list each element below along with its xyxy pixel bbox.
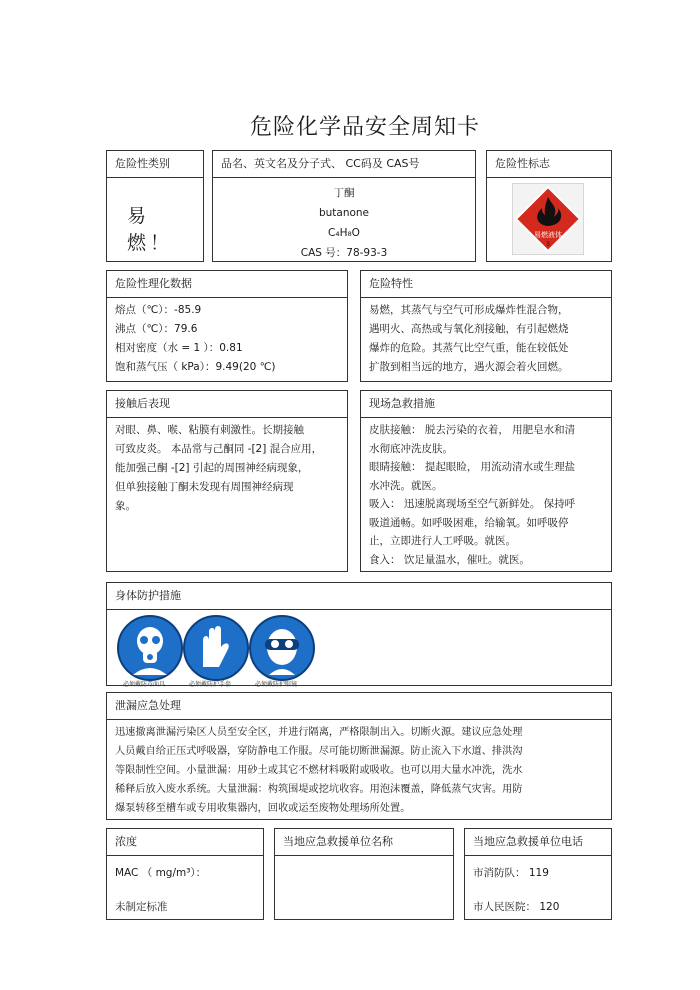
rescue-unit-panel — [274, 828, 454, 920]
hazard-props-panel — [360, 270, 612, 382]
exposure-line: 但单独接触丁酮未发现有周围神经病现 — [115, 481, 294, 493]
first-aid-line: 水彻底冲洗皮肤。 — [369, 442, 453, 455]
exposure-line: 能加强己酮 -[2] 引起的周围神经病现象， — [115, 462, 309, 474]
first-aid-line: 眼睛接触： 提起眼睑， 用流动清水或生理盐 — [369, 461, 576, 473]
mac-label: MAC （ mg/m³）： — [115, 867, 207, 879]
leak-line: 迅速撤离泄漏污染区人员至安全区，并进行隔离，严格限制出入。切断火源。建议应急处理 — [115, 727, 523, 738]
goggles-icon — [249, 615, 315, 681]
leak-line: 人员戴自给正压式呼吸器，穿防静电工作服。尽可能切断泄漏源。防止流入下水道、排洪沟 — [115, 746, 523, 757]
hazard-props-header: 危险特性 — [361, 271, 611, 298]
gloves-icon — [183, 615, 249, 681]
chinese-name: 丁酮 — [333, 187, 355, 199]
hazard-props-line: 遇明火、高热或与氧化剂接触，有引起燃烧 — [369, 323, 569, 335]
exposure-line: 可致皮炎。 本品常与己酮同 -[2] 混合应用， — [115, 443, 323, 455]
exposure-line: 对眼、鼻、喉、粘膜有刺激性。长期接触 — [115, 424, 304, 436]
first-aid-line: 吸道通畅。如呼吸困难，给输氧。如呼吸停 — [369, 516, 569, 529]
leak-header: 泄漏应急处理 — [107, 693, 611, 720]
concentration-panel — [106, 828, 264, 920]
fire-brigade-phone: 市消防队： 119 — [473, 867, 549, 879]
identity-header: 品名、英文名及分子式、 CC码及 CAS号 — [213, 151, 475, 178]
hazard-props-line: 易燃，其蒸气与空气可形成爆炸性混合物， — [369, 304, 569, 316]
concentration-value: 未制定标准 — [115, 901, 168, 913]
protection-header: 身体防护措施 — [107, 583, 611, 610]
hazard-category-value: 易 燃！ — [127, 205, 174, 254]
hospital-phone: 市人民医院： 120 — [473, 901, 560, 913]
gloves-caption: 必须戴防护手套 — [189, 681, 232, 688]
first-aid-line: 吸入： 迅速脱离现场至空气新鲜处。 保持呼 — [369, 498, 576, 510]
first-aid-line: 水冲洗。就医。 — [369, 479, 443, 492]
hazard-class-number: 3 — [546, 241, 550, 248]
hazard-sign-panel — [486, 150, 612, 262]
concentration-header: 浓度 — [107, 829, 263, 856]
melting-point: 熔点（℃）：-85.9 — [115, 304, 202, 316]
molecular-formula: C₄H₈O — [328, 227, 360, 239]
rescue-phone-header: 当地应急救援单位电话 — [465, 829, 611, 856]
hazard-category-panel — [106, 150, 204, 262]
exposure-panel — [106, 390, 348, 572]
gas-mask-caption: 必须戴防毒面具 — [123, 681, 166, 688]
leak-lines — [115, 723, 603, 818]
flammable-liquid-icon — [512, 183, 584, 255]
first-aid-line: 食入： 饮足量温水，催吐。就医。 — [369, 553, 530, 566]
physchem-lines — [115, 301, 339, 377]
leak-line: 等限制性空间。小量泄漏：用砂土或其它不燃材料吸附或吸收。也可以用大量水冲洗，洗水 — [115, 765, 523, 776]
leak-panel — [106, 692, 612, 820]
hazard-sign-header: 危险性标志 — [487, 151, 611, 178]
rescue-unit-header: 当地应急救援单位名称 — [275, 829, 453, 856]
leak-line: 稀释后放入废水系统。大量泄漏：构筑围堤或挖坑收容。用泡沫覆盖，降低蒸气灾害。用防 — [115, 784, 523, 795]
boiling-point: 沸点（℃）：79.6 — [115, 323, 198, 335]
protection-panel — [106, 582, 612, 686]
vapor-pressure: 饱和蒸气压（ kPa）：9.49(20 ℃) — [115, 361, 276, 373]
hazard-props-line: 爆炸的危险。其蒸气比空气重，能在较低处 — [369, 342, 569, 354]
leak-line: 爆泵转移至槽车或专用收集器内，回收或运至废物处理场所处置。 — [115, 803, 411, 814]
hazard-sign-text: 易燃液体 — [534, 231, 562, 239]
hazard-category-header: 危险性类别 — [107, 151, 203, 178]
first-aid-line: 皮肤接触： 脱去污染的衣着， 用肥皂水和清 — [369, 424, 576, 436]
relative-density: 相对密度（水 = 1 ）：0.81 — [115, 342, 243, 354]
exposure-header: 接触后表现 — [107, 391, 347, 418]
page-title: 危险化学品安全周知卡 — [249, 115, 480, 140]
english-name: butanone — [318, 207, 370, 219]
identity-lines — [213, 183, 475, 263]
first-aid-panel — [360, 390, 612, 572]
rescue-phone-panel — [464, 828, 612, 920]
goggles-caption: 必须戴防护眼镜 — [255, 681, 298, 688]
exposure-lines — [115, 421, 339, 516]
cas-number: CAS 号：78-93-3 — [300, 247, 388, 259]
hazard-props-lines — [369, 301, 603, 377]
gas-mask-icon — [117, 615, 183, 681]
exposure-line: 象。 — [115, 500, 136, 512]
hazard-props-line: 扩散到相当远的地方，遇火源会着火回燃。 — [369, 361, 569, 373]
physchem-header: 危险性理化数据 — [107, 271, 347, 298]
identity-panel — [212, 150, 476, 262]
first-aid-lines — [369, 421, 603, 569]
first-aid-line: 止，立即进行人工呼吸。就医。 — [369, 535, 516, 547]
physchem-panel — [106, 270, 348, 382]
first-aid-header: 现场急救措施 — [361, 391, 611, 418]
